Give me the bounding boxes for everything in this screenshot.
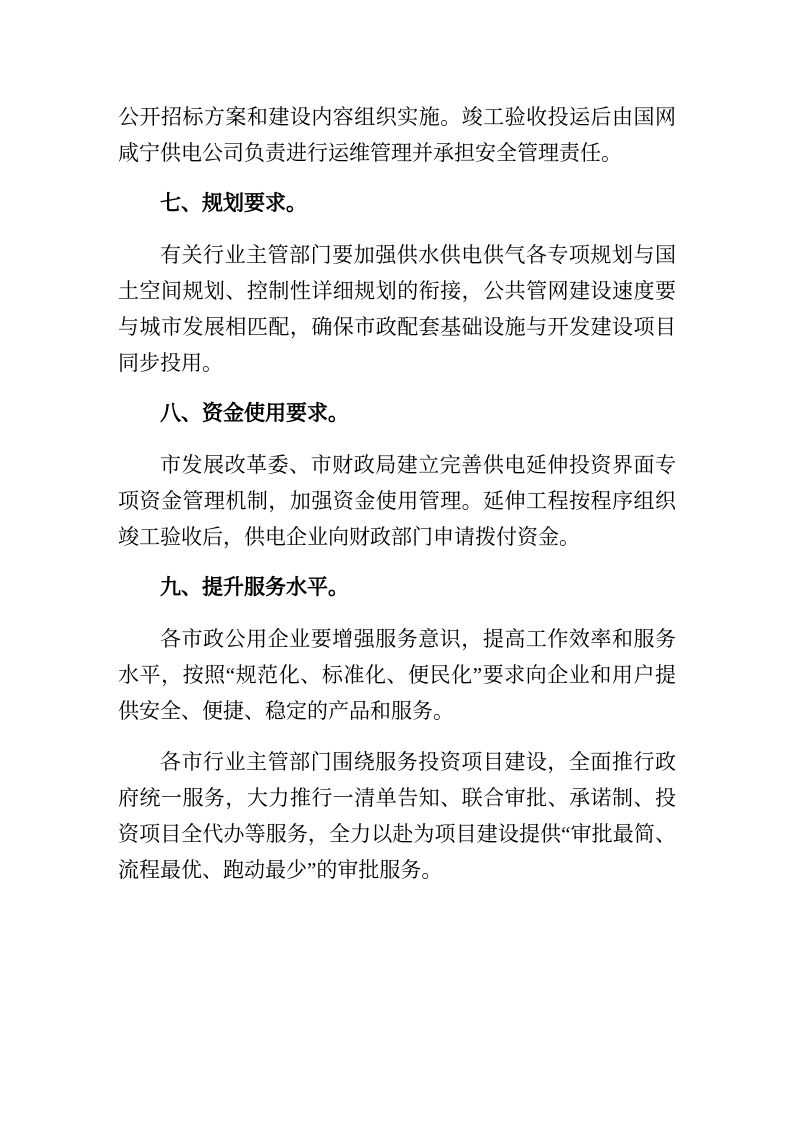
paragraph-section-9-body-1: 各市政公用企业要增强服务意识，提高工作效率和服务水平，按照“规范化、标准化、便民化”要求向企业和用户提供安全、便捷、稳定的产品和服务。 — [118, 627, 676, 723]
paragraph-section-9-body-2: 各市行业主管部门围绕服务投资项目建设，全面推行政府统一服务，大力推行一清单告知、联合审批、承诺制、投资项目全代办等服务，全力以赴为项目建设提供“审批最简、流程最优、跑动最少”的审批服务。 — [118, 750, 676, 882]
section-heading-8-fund-usage-requirements: 八、资金使用要求。 — [160, 402, 349, 425]
paragraph-section-7-body: 有关行业主管部门要加强供水供电供气各专项规划与国土空间规划、控制性详细规划的衔接，公共管网建设速度要与城市发展相匹配，确保市政配套基础设施与开发建设项目同步投用。 — [118, 243, 676, 375]
paragraph-continued-from-previous-page: 公开招标方案和建设内容组织实施。竣工验收投运后由国网咸宁供电公司负责进行运维管理并承担安全管理责任。 — [118, 105, 676, 165]
paragraph-section-8-body: 市发展改革委、市财政局建立完善供电延伸投资界面专项资金管理机制，加强资金使用管理。延伸工程按程序组织竣工验收后，供电企业向财政部门申请拨付资金。 — [118, 453, 676, 549]
section-heading-9-improve-service-level: 九、提升服务水平。 — [160, 576, 349, 599]
section-heading-7-planning-requirements: 七、规划要求。 — [160, 192, 307, 215]
